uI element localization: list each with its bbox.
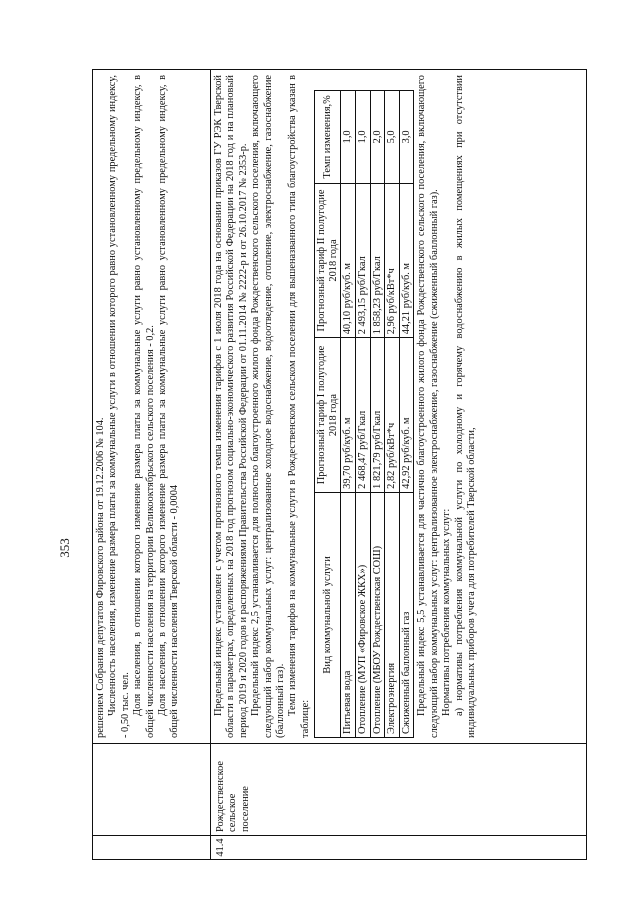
column-header: Прогнозный тариф I полугодие 2018 года [315,338,341,493]
service-name: Отопление (МБОУ Рождественская СОШ) [370,492,385,737]
paragraph: Предельный индекс установлен с учетом прогнозного темпа изменения тарифов с 1 июля 2018 года на основании приказов ГУ РЭК Тверской области в параметрах, определенных на 2018 год прогнозом социально-экономического развития Российской Федерации на 2018 год и на плановый период 2019 и 2020 годов и распоряжениями Правительства Российской Федерации от 01.11.2014 № 2222-р и от 26.10.2017 № 2353-р. [213,75,249,738]
change-rate: 1,0 [341,91,356,184]
tariff-h1: 39,70 руб/куб. м [341,338,356,493]
tariff-h1: 2 468,47 руб/Гкал [356,338,371,493]
tariff-h2: 44,21 руб/куб. м [399,183,414,338]
tariff-table [314,90,414,738]
page-number: 353 [57,538,72,558]
paragraph: а) нормативы потребления коммунальной услуги по холодному и горячему водоснабжению в жилых помещениях при отсутствии индивидуальных приборов учета для потребителей Тверской области, [453,75,478,738]
paragraph: Предельный индекс 5,5 устанавливается для частично благоустроенного жилого фонда Рождественского сельского поселения, включающего следующий набор коммунальных услуг: централизованное электроснабжение, газоснабжение (сжиженный баллонный газ). [416,75,440,738]
tariff-h2: 2,96 руб/кВт*ч [385,183,400,338]
paragraph: Численность населения, изменение размера платы за коммунальные услуги в отношении которого равно установленному предельному индексу, - 0,50 тыс. чел. [107,75,131,738]
tariff-h1: 2,82 руб/кВт*ч [385,338,400,493]
change-rate: 2,0 [370,91,385,184]
tariff-header-row [315,91,341,738]
main-table [92,69,587,860]
tariff-h2: 2 493,15 руб/Гкал [356,183,371,338]
paragraph: Предельный индекс 2,5 устанавливается для полностью благоустроенного жилого фонда Рождественского сельского поселения, включающего следующий набор коммунальных услуг: централизованное холодное водоснабжение, водоотведение, отопление, электроснабжение, газоснабжение (баллонный газ). [250,75,287,738]
paragraph: Доля населения, в отношении которого изменение размера платы за коммунальные услуги равно установленному предельному индексу, в общей численности населения Тверской области - 0,0004 [157,75,181,738]
rotated-content [92,70,587,860]
paragraph: Темп изменения тарифов на коммунальные услуги в Рождественском сельском поселении для вышеназванного типа благоустройства указан в таблице: [287,75,311,738]
service-name: Питьевая вода [341,492,356,737]
empty-name-cell [93,744,211,836]
tariff-h1: 42,92 руб/куб. м [399,338,414,493]
table-row [385,91,400,738]
change-rate: 5,0 [385,91,400,184]
column-header: Темп изменения,% [315,91,341,184]
change-rate: 3,0 [399,91,414,184]
table-row-section [211,70,587,860]
section-text [211,70,587,744]
tariff-h1: 1 821,79 руб/Гкал [370,338,385,493]
paragraph: решением Собрания депутатов Фировского района от 19.12.2006 № 104. [95,417,106,738]
section-name: Рождественское сельское поселение [211,744,587,836]
paragraph: Нормативы потребления коммунальных услуг: [441,508,453,716]
empty-number-cell [93,836,211,860]
column-header: Вид коммунальной услуги [315,492,341,737]
table-row [341,91,356,738]
tariff-h2: 40,10 руб/куб. м [341,183,356,338]
service-name: Сжиженный баллонный газ [399,492,414,737]
paragraph: Доля населения, в отношении которого изменение размера платы за коммунальные услуги равно установленному предельному индексу, в общей численности населения на территории Великооктябрьского сельского поселения - 0,2. [132,75,156,738]
tariff-h2: 1 858,23 руб/Гкал [370,183,385,338]
table-row [399,91,414,738]
change-rate: 1,0 [356,91,371,184]
service-name: Электроэнергия [385,492,400,737]
table-row [370,91,385,738]
previous-section-text [93,70,211,744]
table-row-previous-section [93,70,211,860]
column-header: Прогнозный тариф II полугодие 2018 года [315,183,341,338]
section-number: 41.4 [211,836,587,860]
service-name: Отопление (МУП «Фировское ЖКХ») [356,492,371,737]
rotated-sheet [92,70,587,860]
table-row [356,91,371,738]
